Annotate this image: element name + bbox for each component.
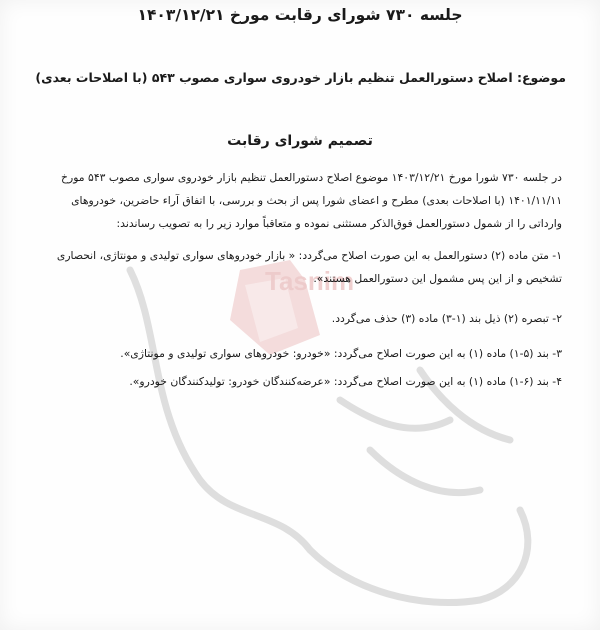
clause-2-line: ۲- تبصره (۲) ذیل بند (۱-۳) ماده (۳) حذف می‌گردد. [331,312,562,325]
body-line: وارداتی را از شمول دستورالعمل فوق‌الذکر مستثنی نموده و متعاقباً موارد زیر را به تصویب رساندند: [116,217,562,230]
clause-1-line: ۱- متن ماده (۲) دستورالعمل به این صورت اصلاح می‌گردد: « بازار خودروهای سواری تولیدی و مونتاژی، انحصاری [56,249,562,262]
clause-3-line: ۳- بند (۵-۱) ماده (۱) به این صورت اصلاح می‌گردد: «خودرو: خودروهای سواری تولیدی و مونتاژی». [120,347,562,360]
seal-watermark [120,250,560,630]
body-line: ۱۴۰۱/۱۱/۱۱ (با اصلاحات بعدی) مطرح و اعضای شورا پس از بحث و بررسی، با اتفاق آراء حاضرین، خودروهای [71,194,562,207]
body-line: در جلسه ۷۳۰ شورا مورخ ۱۴۰۳/۱۲/۲۱ موضوع اصلاح دستورالعمل تنظیم بازار خودروی سواری مصوب ۵۴۳ مورخ [61,171,562,184]
subject-line: موضوع: اصلاح دستورالعمل تنظیم بازار خودروی سواری مصوب ۵۴۳ (با اصلاحات بعدی) [35,70,566,85]
page-title: جلسه ۷۳۰ شورای رقابت مورخ ۱۴۰۳/۱۲/۲۱ [137,6,463,24]
decision-heading: تصمیم شورای رقابت [227,133,373,149]
agency-logo-text: Tasnim [265,266,355,296]
clause-4-line: ۴- بند (۶-۱) ماده (۱) به این صورت اصلاح می‌گردد: «عرضه‌کنندگان خودرو: تولیدکنندگان خودرو». [129,375,562,388]
clause-1-line: تشخیص و از این پس مشمول این دستورالعمل هستند». [313,272,562,285]
